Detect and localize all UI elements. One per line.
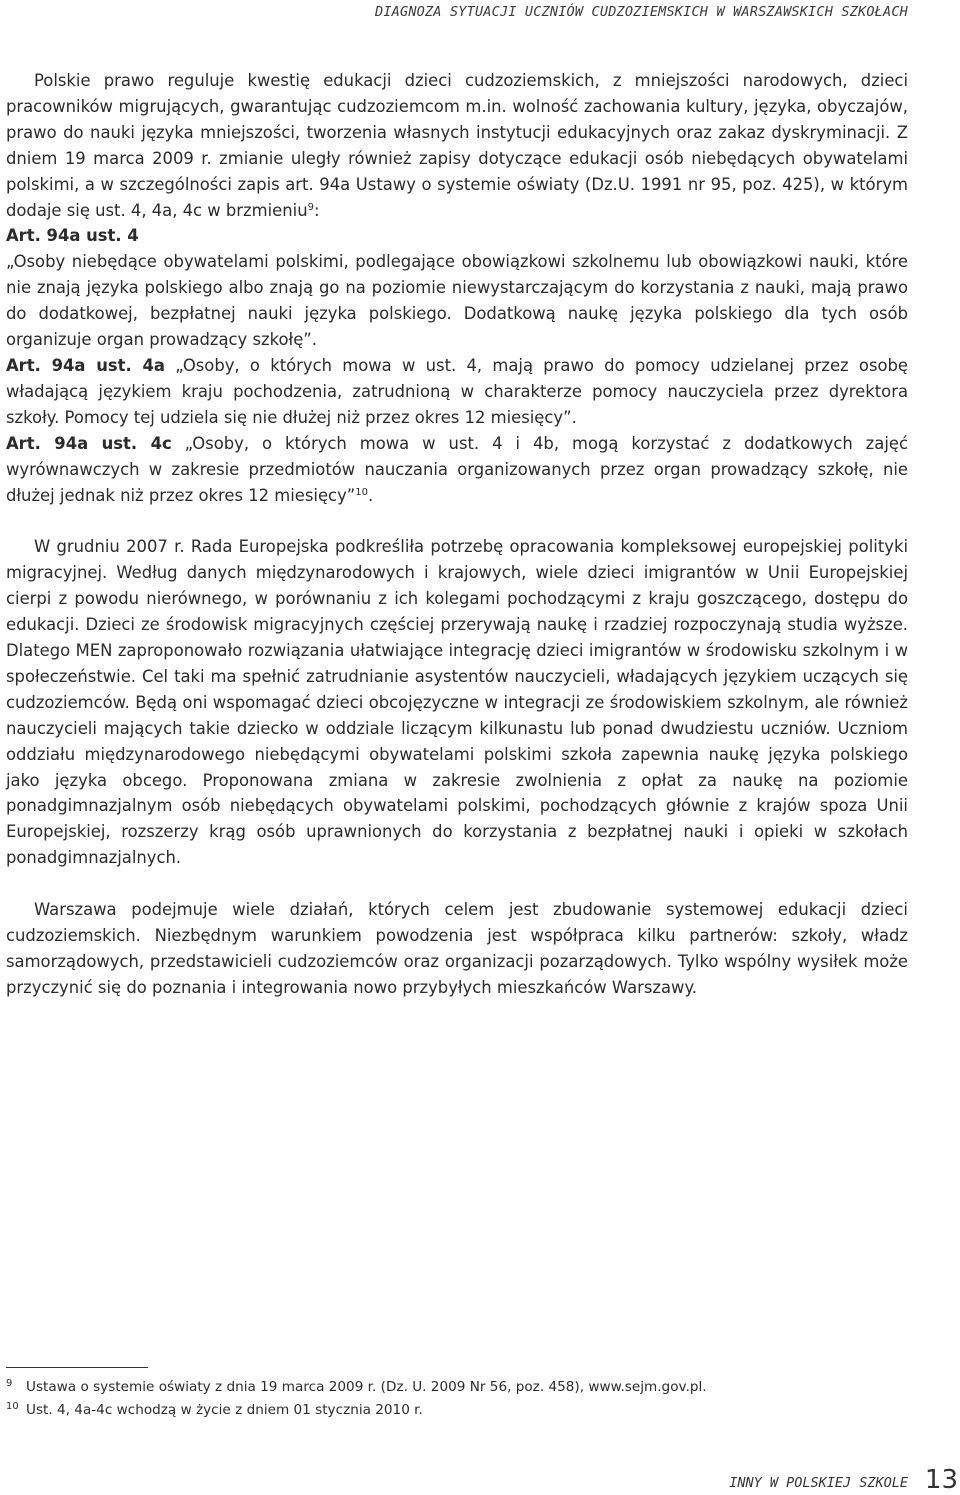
footnote-ref-10[interactable]: 10 xyxy=(355,486,368,498)
intro-text: Polskie prawo reguluje kwestię edukacji dzieci cudzoziemskich, z mniejszości narodowych, dzieci pracowników migrujących, gwarantując cudzoziemcom m.in. wolność zachowania kultury, języka, obyczajów, prawo do nauki języka mniejszości, tworzenia własnych instytucji edukacyjnych oraz zakaz dyskryminacji. Z dniem 19 marca 2009 r. zmianie uległy również zapisy dotyczące edukacji osób niebędących obywatelami polskimi, a w szczególności zapis art. 94a Ustawy o systemie oświaty (Dz.U. 1991 nr 95, poz. 425), w którym dodaje się ust. 4, 4a, 4c w brzmieniu xyxy=(6,71,908,220)
article-4c-end: . xyxy=(368,485,374,505)
paragraph-intro xyxy=(6,68,908,223)
running-header: DIAGNOZA SYTUACJI UCZNIÓW CUDZOZIEMSKICH W WARSZAWSKICH SZKOŁACH xyxy=(375,4,908,20)
article-4-quote: „Osoby niebędące obywatelami polskimi, podlegające obowiązkowi szkolnemu lub obowiązkowi nauki, które nie znają języka polskiego albo znają go na poziomie niewystarczającym do korzystania z nauki, mają prawo do dodatkowej, bezpłatnej nauki języka polskiego. Dodatkową naukę języka polskiego dla tych osób organizuje organ prowadzący szkołę”. xyxy=(6,252,908,350)
footnote-10: 10 Ust. 4, 4a-4c wchodzą w życie z dniem 01 stycznia 2010 r. xyxy=(6,1401,423,1418)
running-footer: INNY W POLSKIEJ SZKOLE xyxy=(729,1475,908,1491)
paragraph-warsaw: Warszawa podejmuje wiele działań, których celem jest zbudowanie systemowej edukacji dzieci cudzoziemskich. Niezbędnym warunkiem powodzenia jest współpraca kilku partnerów: szkoły, władz samorządowych, przedstawicieli cudzoziemców oraz organizacji pozarządowych. Tylko wspólny wysiłek może przyczynić się do poznania i integrowania nowo przybyłych mieszkańców Warszawy. xyxy=(6,900,908,997)
footnote-9: 9 Ustawa o systemie oświaty z dnia 19 marca 2009 r. (Dz. U. 2009 Nr 56, poz. 458), www.sejm.gov.pl. xyxy=(6,1378,707,1395)
footnote-text: Ust. 4, 4a-4c wchodzą w życie z dniem 01 stycznia 2010 r. xyxy=(26,1402,423,1418)
article-4c-title: Art. 94a ust. 4c xyxy=(6,433,172,453)
footnote-text: Ustawa o systemie oświaty z dnia 19 marca 2009 r. (Dz. U. 2009 Nr 56, poz. 458), www.sejm.gov.pl. xyxy=(26,1379,707,1395)
article-4-title: Art. 94a ust. 4 xyxy=(6,226,139,246)
article-4-label xyxy=(6,223,908,249)
footnotes xyxy=(6,1376,906,1422)
article-4c xyxy=(6,431,908,509)
paragraph-eu-policy: W grudniu 2007 r. Rada Europejska podkreśliła potrzebę opracowania kompleksowej europejskiej polityki migracyjnej. Według danych międzynarodowych i krajowych, wiele dzieci imigrantów w Unii Europejskiej cierpi z powodu nierównego, w porównaniu z ich kolegami pochodzącymi z kraju goszczącego, dostępu do edukacji. Dzieci ze środowisk migracyjnych częściej przerywają naukę i rzadziej rozpoczynają studia wyższe. Dlatego MEN zaproponowało rozwiązania ułatwiające integrację dzieci imigrantów w środowisku szkolnym i w społeczeństwie. Cel taki ma spełnić zatrudnianie asystentów nauczycieli, władających językiem uczących się cudzoziemców. Będą oni wspomagać dzieci obcojęzyczne w integracji ze środowiskiem szkolnym, ale również nauczycieli mających takie dziecko w oddziale liczącym kilkunastu lub ponad dwudziestu uczniów. Uczniom oddziału międzynarodowego niebędącymi obywatelami polskimi szkoła zapewnia naukę języka polskiego jako języka obcego. Proponowana zmiana w zakresie zwolnienia z opłat za naukę na poziomie ponadgimnazjalnym osób niebędących obywatelami polskimi, pochodzących głównie z krajów spoza Unii Europejskiej, rozszerzy krąg osób uprawnionych do korzystania z bezpłatnej nauki i opieki w szkołach ponadgimnazjalnych. xyxy=(6,537,908,868)
footnote-divider xyxy=(6,1367,148,1368)
article-4a-title: Art. 94a ust. 4a xyxy=(6,355,165,375)
article-4a xyxy=(6,353,908,431)
article-4a-quote: „Osoby, o których mowa w ust. 4, mają prawo do pomocy udzielanej przez osobę władającą językiem kraju pochodzenia, zatrudnioną w charakterze pomocy nauczyciela przez dyrektora szkoły. Pomocy tej udziela się nie dłużej niż przez okres 12 miesięcy”. xyxy=(6,355,909,427)
intro-end: : xyxy=(313,200,320,220)
body-text xyxy=(6,68,908,1001)
footnote-ref-9[interactable]: 9 xyxy=(307,201,314,213)
article-4c-quote: „Osoby, o których mowa w ust. 4 i 4b, mogą korzystać z dodatkowych zajęć wyrównawczych w zakresie przedmiotów nauczania organizowanych przez organ prowadzący szkołę, nie dłużej jednak niż przez okres 12 miesięcy” xyxy=(6,433,908,505)
page-number: 13 xyxy=(924,1465,958,1495)
